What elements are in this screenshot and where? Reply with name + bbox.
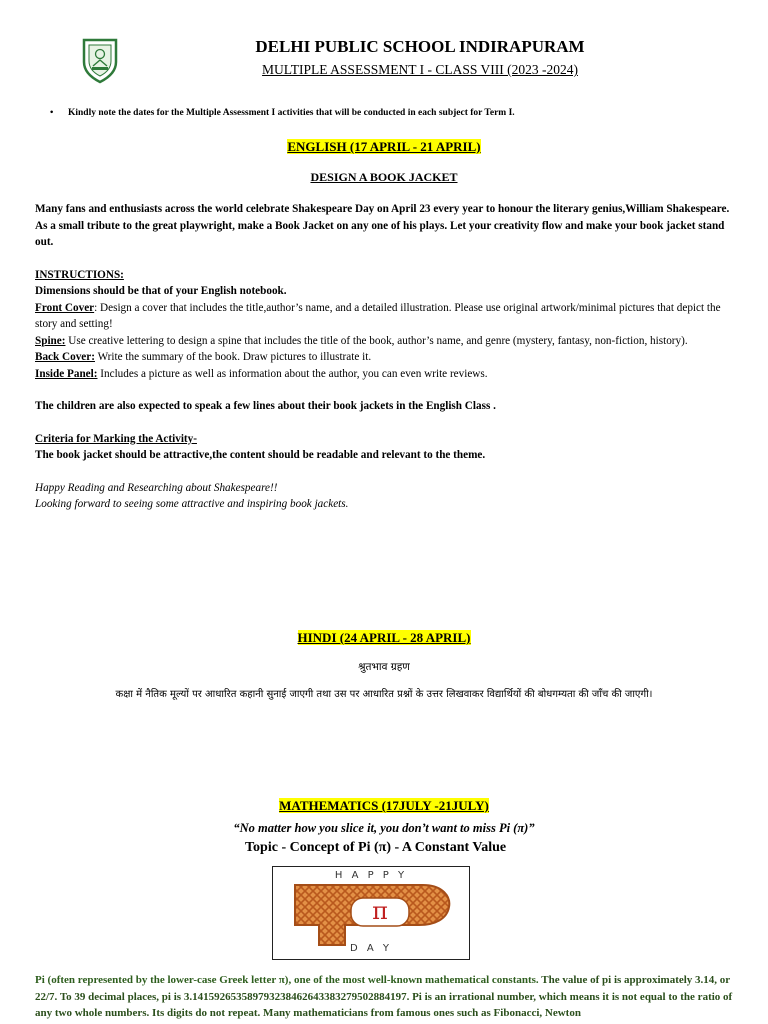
note-text: Kindly note the dates for the Multiple Assessment I activities that will be conducted in each subject for Term I.	[68, 108, 515, 118]
dimensions-line: Dimensions should be that of your English notebook.	[35, 285, 287, 297]
inside-panel-text: Includes a picture as well as information about the author, you can even write reviews.	[97, 367, 488, 380]
math-quote: “No matter how you slice it, you don’t want to miss Pi (π)”	[233, 821, 535, 835]
back-cover-label: Back Cover:	[35, 351, 95, 363]
spine-label: Spine:	[35, 334, 66, 347]
front-cover-text: : Design a cover that includes the title,author’s name, and a detailed illustration. Please use original artwork/minimal pictures that depict the story and setting!	[35, 301, 721, 330]
hindi-heading: HINDI (24 APRIL - 28 APRIL)	[297, 630, 471, 645]
pi-symbol: π	[372, 897, 388, 925]
criteria-text: The book jacket should be attractive,the content should be readable and relevant to the theme.	[35, 449, 486, 461]
spine-text: Use creative lettering to design a spine that includes the title of the book, author’s name, and genre (mystery, fantasy, non-fiction, history).	[65, 334, 688, 347]
math-paragraph	[35, 972, 735, 1022]
closing-line-2: Looking forward to seeing some attractive and inspiring book jackets.	[35, 498, 349, 510]
image-top-text: H A P P Y	[334, 870, 408, 881]
image-bottom-text: D A Y	[349, 943, 392, 954]
back-cover-line	[35, 349, 735, 366]
english-heading-wrap	[0, 138, 768, 156]
math-topic: Topic - Concept of Pi (π) - A Constant Value	[245, 840, 507, 855]
math-para-lead: Pi (often represented by the lower-case Greek letter π), one of the most well-known mathematical constants.	[35, 974, 539, 986]
happy-pi-day-image	[272, 866, 470, 960]
hindi-text: कक्षा में नैतिक मूल्यों पर आधारित कहानी सुनाई जाएगी तथा उस पर आधारित प्रश्नों के उत्तर लिखवाकर विद्यार्थियों की बोधगम्यता की जाँच की जाएगी।	[115, 689, 653, 700]
bullet-icon: •	[50, 108, 54, 118]
inside-panel-label: Inside Panel:	[35, 367, 98, 380]
english-heading: ENGLISH (17 APRIL - 21 APRIL)	[287, 139, 481, 154]
instructions-label: INSTRUCTIONS:	[35, 268, 124, 281]
back-cover-text: Write the summary of the book. Draw pictures to illustrate it.	[94, 351, 372, 363]
front-cover-label: Front Cover	[35, 301, 95, 314]
spine-line	[35, 333, 735, 350]
bullet-note	[50, 108, 740, 118]
school-name: DELHI PUBLIC SCHOOL INDIRAPURAM	[255, 37, 585, 56]
math-heading: MATHEMATICS (17JULY -21JULY)	[279, 798, 489, 813]
speak-line: The children are also expected to speak a few lines about their book jackets in the English Class .	[35, 400, 496, 412]
hindi-activity: श्रुतभाव ग्रहण	[358, 661, 410, 673]
inside-panel-line	[35, 366, 735, 383]
criteria-label: Criteria for Marking the Activity-	[35, 432, 197, 445]
assessment-subtitle: MULTIPLE ASSESSMENT I - CLASS VIII (2023 -2024)	[262, 62, 578, 77]
closing-line-1: Happy Reading and Researching about Shakespeare!!	[35, 481, 278, 494]
front-cover-line	[35, 300, 735, 333]
hindi-heading-wrap	[0, 629, 768, 647]
english-intro: Many fans and enthusiasts across the world celebrate Shakespeare Day on April 23 every year to honour the literary genius,William Shakespeare. As a small tribute to the great playwright, make a Book Jacket on any one of his plays. Let your creativity flow and make your book jacket stand out.	[35, 203, 730, 248]
math-heading-wrap	[0, 797, 768, 815]
english-activity-title: DESIGN A BOOK JACKET	[310, 170, 458, 184]
english-body	[35, 201, 735, 513]
math-para-rest: The value of pi is approximately 3.14, or 22/7. To 39 decimal places, pi is 3.141592653589793238462643383279502884197. Pi is an irrational number, which means it is not equal to the ratio of any two whole numbers. Its digits do not repeat. Many mathematicians from famous ones such as Fibonacci, Newton	[35, 974, 733, 1019]
